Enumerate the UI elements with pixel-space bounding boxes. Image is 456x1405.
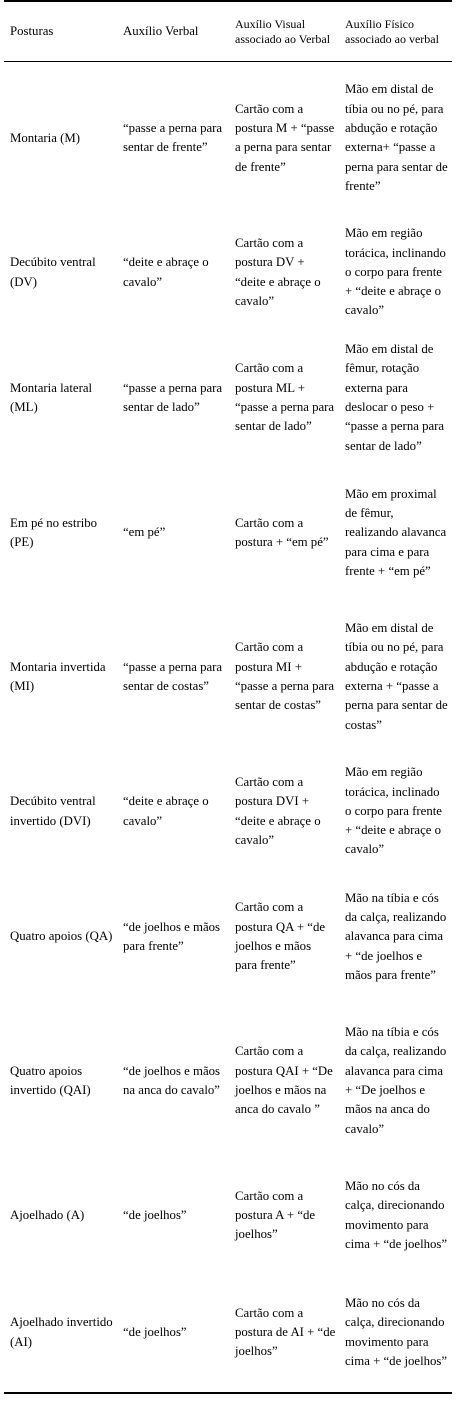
header-auxilio-visual: Auxílio Visual associado ao Verbal (229, 1, 339, 62)
cell-verbal: “de joelhos” (117, 1274, 229, 1393)
cell-verbal: “passe a perna para sentar de costas” (123, 659, 223, 693)
cell-visual: Cartão com a postura MI + “passe a perna para sentar de costas” (235, 640, 335, 713)
header-posturas: Posturas (4, 1, 117, 62)
cell-physical: Mão no cós da calça, direcionando movimento para cima + “de joelhos” (345, 1178, 448, 1251)
cell-visual: Cartão com a postura DVI + “deite e abraçe o cavalo” (235, 774, 321, 847)
cell-posture: Montaria (M) (10, 130, 81, 145)
table-row (4, 215, 452, 331)
table-row (4, 62, 452, 215)
cell-visual: Cartão com a postura QA + “de joelhos e mãos para frente” (235, 900, 326, 973)
cell-posture: Decúbito ventral (DV) (10, 255, 96, 289)
cell-physical: Mão em região torácica, inclinando o corpo para frente + “deite e abraçe o cavalo” (345, 226, 446, 318)
table-row (4, 1005, 452, 1158)
cell-physical: Mão em região torácica, inclinado o corpo para frente + “deite e abraçe o cavalo” (345, 765, 442, 857)
cell-physical: Mão em proximal de fêmur, realizando alavanca para cima e para frente + “em pé” (345, 486, 447, 578)
cell-visual: Cartão com a postura ML + “passe a perna para sentar de lado” (235, 361, 335, 434)
table-row (4, 601, 452, 754)
table-row (4, 754, 452, 870)
header-auxilio-fisico: Auxílio Físico associado ao verbal (339, 1, 452, 62)
table-row (4, 466, 452, 601)
header-auxilio-verbal: Auxílio Verbal (117, 1, 229, 62)
cell-posture: Decúbito ventral invertido (DVI) (10, 794, 96, 828)
cell-verbal: “em pé” (123, 525, 166, 540)
table-row (4, 1274, 452, 1393)
cell-posture: Quatro apoios (QA) (10, 929, 113, 944)
cell-verbal: “de joelhos” (123, 1207, 187, 1222)
cell-verbal: “passe a perna para sentar de frente” (123, 120, 223, 155)
cell-posture: Ajoelhado (A) (10, 1207, 85, 1222)
cell-posture: Montaria invertida (MI) (10, 659, 106, 693)
table-row (4, 870, 452, 1005)
cell-verbal: “deite e abraçe o cavalo” (123, 794, 209, 828)
postures-table (4, 0, 452, 1394)
cell-verbal: “de joelhos e mãos na anca do cavalo” (123, 1063, 221, 1097)
cell-posture: Ajoelhado invertido (AI) (4, 1274, 117, 1393)
cell-visual: Cartão com a postura + “em pé” (235, 515, 329, 549)
cell-physical: Mão em distal de tíbia ou no pé, para abdução e rotação externa+ “passe a perna para sentar de frente” (345, 82, 448, 193)
cell-physical: Mão em distal de tíbia ou no pé, para abdução e rotação externa + “passe a perna para sentar de costas” (345, 621, 448, 732)
cell-visual: Cartão com a postura DV + “deite e abraçe o cavalo” (235, 235, 321, 308)
cell-posture: Quatro apoios invertido (QAI) (10, 1063, 91, 1097)
cell-physical: Mão na tíbia e cós da calça, realizando alavanca para cima + “de joelhos e mãos para frente” (345, 890, 447, 982)
cell-physical: Mão na tíbia e cós da calça, realizando alavanca para cima + “De joelhos e mãos na anca do cavalo” (345, 1025, 447, 1136)
cell-verbal: “deite e abraçe o cavalo” (123, 255, 209, 289)
table-row (4, 1158, 452, 1274)
table-row (4, 331, 452, 466)
cell-physical: Mão no cós da calça, direcionando movimento para cima + “de joelhos” (339, 1274, 452, 1393)
cell-visual: Cartão com a postura de AI + “de joelhos” (229, 1274, 339, 1393)
cell-visual: Cartão com a postura A + “de joelhos” (235, 1188, 316, 1242)
cell-verbal: “de joelhos e mãos para frente” (123, 919, 221, 953)
cell-visual: Cartão com a postura M + “passe a perna para sentar de frente” (235, 101, 335, 174)
header-row (4, 1, 452, 62)
cell-visual: Cartão com a postura QAI + “De joelhos e mãos na anca do cavalo ” (235, 1044, 333, 1117)
cell-verbal: “passe a perna para sentar de lado” (123, 380, 223, 414)
cell-posture: Montaria lateral (ML) (10, 380, 93, 414)
cell-physical: Mão em distal de fêmur, rotação externa para deslocar o peso + “passe a perna para sentar de lado” (345, 342, 445, 453)
cell-posture: Em pé no estribo (PE) (10, 515, 98, 549)
